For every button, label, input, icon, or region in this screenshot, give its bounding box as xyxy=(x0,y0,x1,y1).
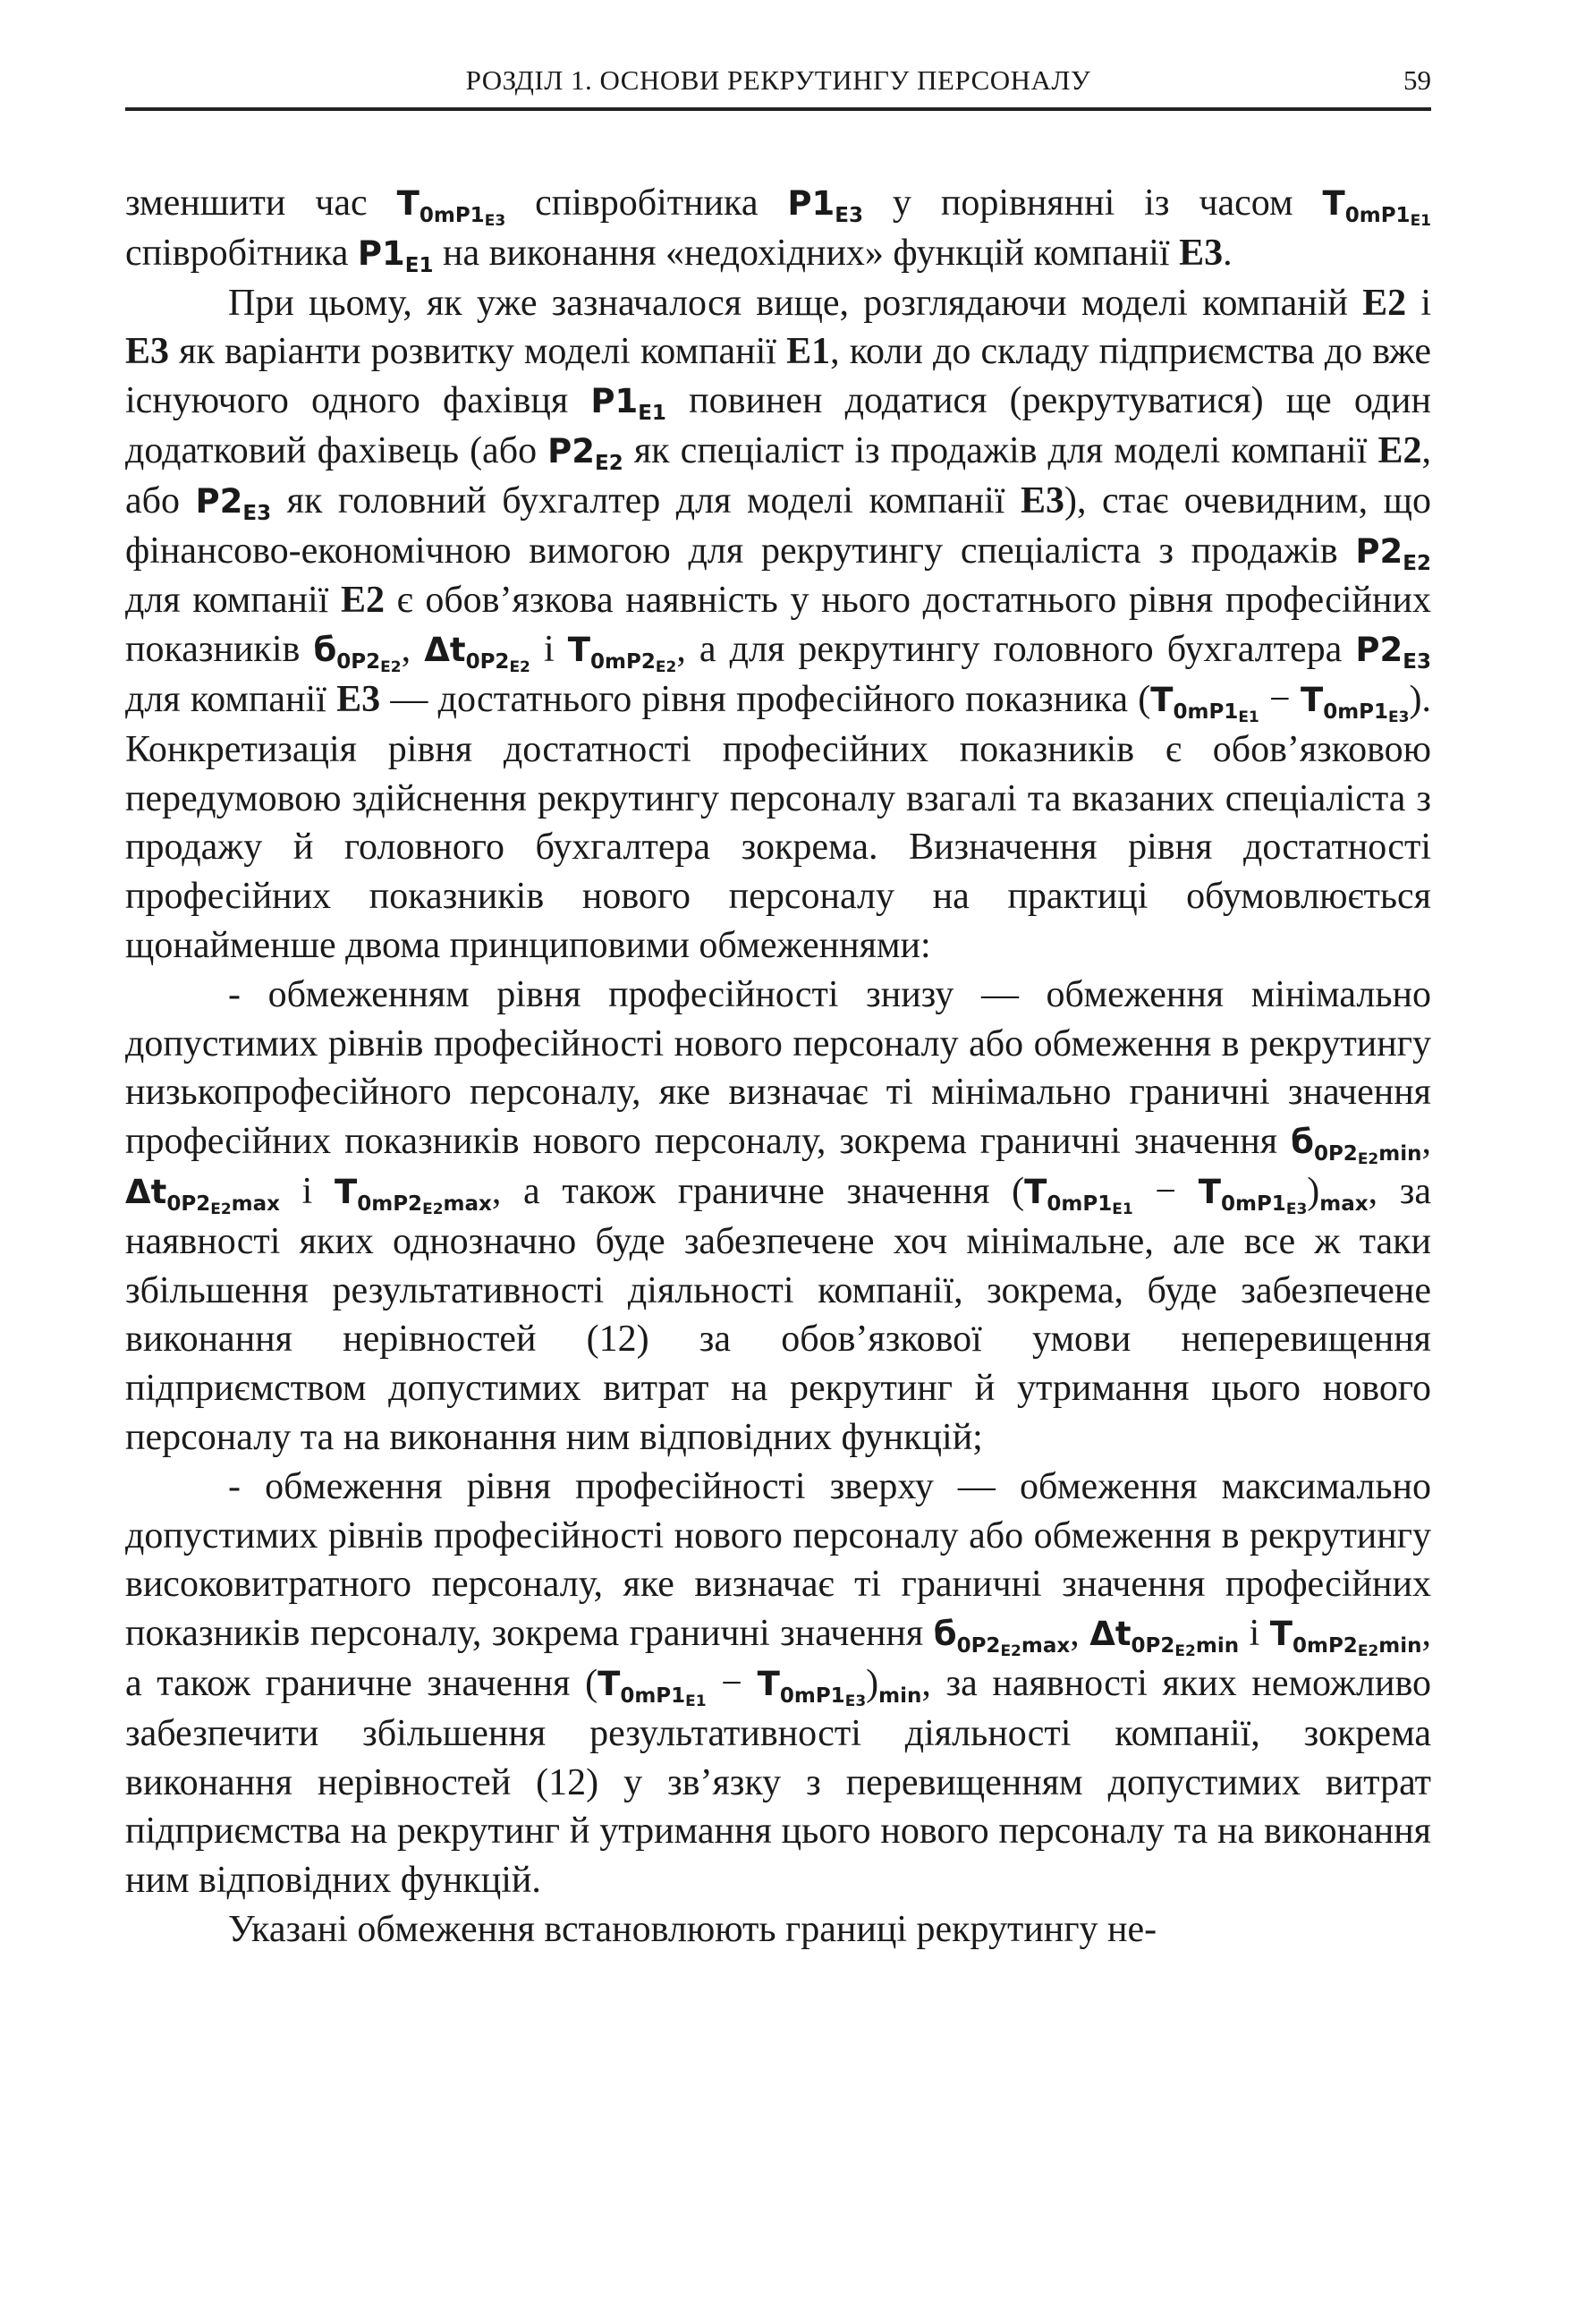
symbol-t0mp1-e1: $T_{0mP1_{E1}}$ xyxy=(1024,1172,1133,1218)
symbol-t0mp1-e3: $T_{0mP1_{E3}}$ xyxy=(396,184,506,230)
running-head: РОЗДІЛ 1. ОСНОВИ РЕКРУТИНГУ ПЕРСОНАЛУ xyxy=(465,64,1091,96)
symbol-b0p2-e2: $б_{0P2_{E2}}$ xyxy=(313,631,402,677)
paragraph-main: При цьому, як уже зазначалося вище, розглядаючи моделі компаній Е2 і Е3 як варіанти розвитку моделі компанії Е1, коли до складу підприємства до вже існуючого одного фахівця $P1_{E1}$ повинен додатися (рекрутуватися) ще один додатковий фахівець (або $P2_{E2}$ як спеціаліст із продажів для моделі компанії Е2, або $P2_{E3}$ як головний бухгалтер для моделі компанії Е3), стає очевидним, що фінансово-економічною вимогою для рекрутингу спеціаліста з продажів $P2_{E2}$ для компанії Е2 є обов’язкова наявність у нього достатнього рівня професійних показників $б_{0P2_{E2}}$, $\Delta t_{0P2_{E2}}$ і $T_{0mP2_{E2}}$, а для рекрутингу головного бухгалтера $P2_{E3}$ для компанії Е3 — достатнього рівня професійного показника $(T_{0mP1_{E1}} - T_{0mP1_{E3}})$. Конкретизація рівня достатності професійних показників є обов’язковою передумовою здійснення рекрутингу персоналу взагалі та вказаних спеціаліста з продажу й головного бухгалтера зокрема. Визначення рівня достатності професійних показників нового персоналу на практиці обумовлюється щонайменше двома принциповими обмеженнями: xyxy=(125,282,1432,966)
symbol-p1-e1: $P1_{E1}$ xyxy=(590,382,666,426)
symbol-t0mp1-e3: $T_{0mP1_{E3}}$ xyxy=(1198,1172,1308,1218)
paragraph-continuation: зменшити час $T_{0mP1_{E3}}$ співробітника $P1_{E3}$ у порівнянні із часом $T_{0mP1_{E1}}$ співробітника $P1_{E1}$ на виконання «недохідних» функцій компанії Е3. xyxy=(125,182,1432,277)
math-subscript: max xyxy=(1319,1192,1369,1216)
symbol-p2-e2: $P2_{E2}$ xyxy=(547,431,623,475)
math-subscript: min xyxy=(878,1684,922,1708)
symbol-b0p2-e2-min: $б_{0P2_{E2}min}$ xyxy=(1291,1123,1422,1169)
symbol-p2-e2: $P2_{E2}$ xyxy=(1355,531,1431,575)
symbol-b0p2-e2-max: $б_{0P2_{E2}max}$ xyxy=(933,1615,1071,1661)
symbol-p1-e3: $P1_{E3}$ xyxy=(787,184,863,227)
symbol-t0mp1-e1: $T_{0mP1_{E1}}$ xyxy=(1322,184,1432,230)
paragraph-final: Указані обмеження встановлюють границі рекрутингу не- xyxy=(228,1908,1157,1950)
symbol-dt0p2-e2: $\Delta t_{0P2_{E2}}$ xyxy=(424,631,530,677)
body-text xyxy=(125,179,1431,1955)
symbol-t0mp2-e2: $T_{0mP2_{E2}}$ xyxy=(567,631,677,677)
symbol-dt0p2-e2-min: $\Delta t_{0P2_{E2}min}$ xyxy=(1089,1615,1240,1661)
symbol-t0mp1-e1: $T_{0mP1_{E1}}$ xyxy=(1150,680,1259,726)
list-item-lower-bound: - обмеженням рівня професійності знизу — обмеження мінімально допустимих рівнів професійності нового персоналу або обмеження в рекрутингу низькопрофесійного персоналу, яке визначає ті мінімально граничні значення професійних показників нового персоналу, зокрема граничні значення $б_{0P2_{E2}min}$, $\Delta t_{0P2_{E2}max}$ і $T_{0mP2_{E2}max}$, а також граничне значення $(T_{0mP1_{E1}} - T_{0mP1_{E3}})_{max}$, за наявності яких однозначно буде забезпечене хоч мінімальне, але все ж таки збільшення результативності діяльності компанії, зокрема, буде забезпечене виконання нерівностей (12) за обов’язкової умови неперевищення підприємством допустимих витрат на рекрутинг й утримання цього нового персоналу та на виконання ним відповідних функцій; xyxy=(125,973,1432,1458)
list-item-upper-bound: - обмеження рівня професійності зверху — обмеження максимально допустимих рівнів професійності нового персоналу або обмеження в рекрутингу високовитратного персоналу, яке визначає ті граничні значення професійних показників персоналу, зокрема граничні значення $б_{0P2_{E2}max}$, $\Delta t_{0P2_{E2}min}$ і $T_{0mP2_{E2}min}$, а також граничне значення $(T_{0mP1_{E1}} - T_{0mP1_{E3}})_{min}$, за наявності яких неможливо забезпечити збільшення результативності діяльності компанії, зокрема виконання нерівностей (12) у зв’язку з перевищенням допустимих витрат підприємства на рекрутинг й утримання цього нового персоналу та на виконання ним відповідних функцій. xyxy=(125,1465,1432,1902)
symbol-t0mp2-e2-max: $T_{0mP2_{E2}max}$ xyxy=(334,1172,492,1218)
symbol-t0mp1-e3: $T_{0mP1_{E3}}$ xyxy=(757,1664,867,1710)
symbol-p1-e1: $P1_{E1}$ xyxy=(357,233,434,277)
symbol-t0mp1-e1: $T_{0mP1_{E1}}$ xyxy=(598,1664,707,1710)
symbol-dt0p2-e2-max: $\Delta t_{0P2_{E2}max}$ xyxy=(125,1172,280,1218)
symbol-p2-e3: $P2_{E3}$ xyxy=(1355,631,1432,674)
symbol-t0mp2-e2-min: $T_{0mP2_{E2}min}$ xyxy=(1269,1615,1422,1661)
symbol-p2-e3: $P2_{E3}$ xyxy=(195,481,272,525)
document-page xyxy=(125,0,1431,2324)
page-header xyxy=(125,63,1431,111)
symbol-t0mp1-e3: $T_{0mP1_{E3}}$ xyxy=(1300,680,1410,726)
page-number: 59 xyxy=(1403,64,1431,96)
